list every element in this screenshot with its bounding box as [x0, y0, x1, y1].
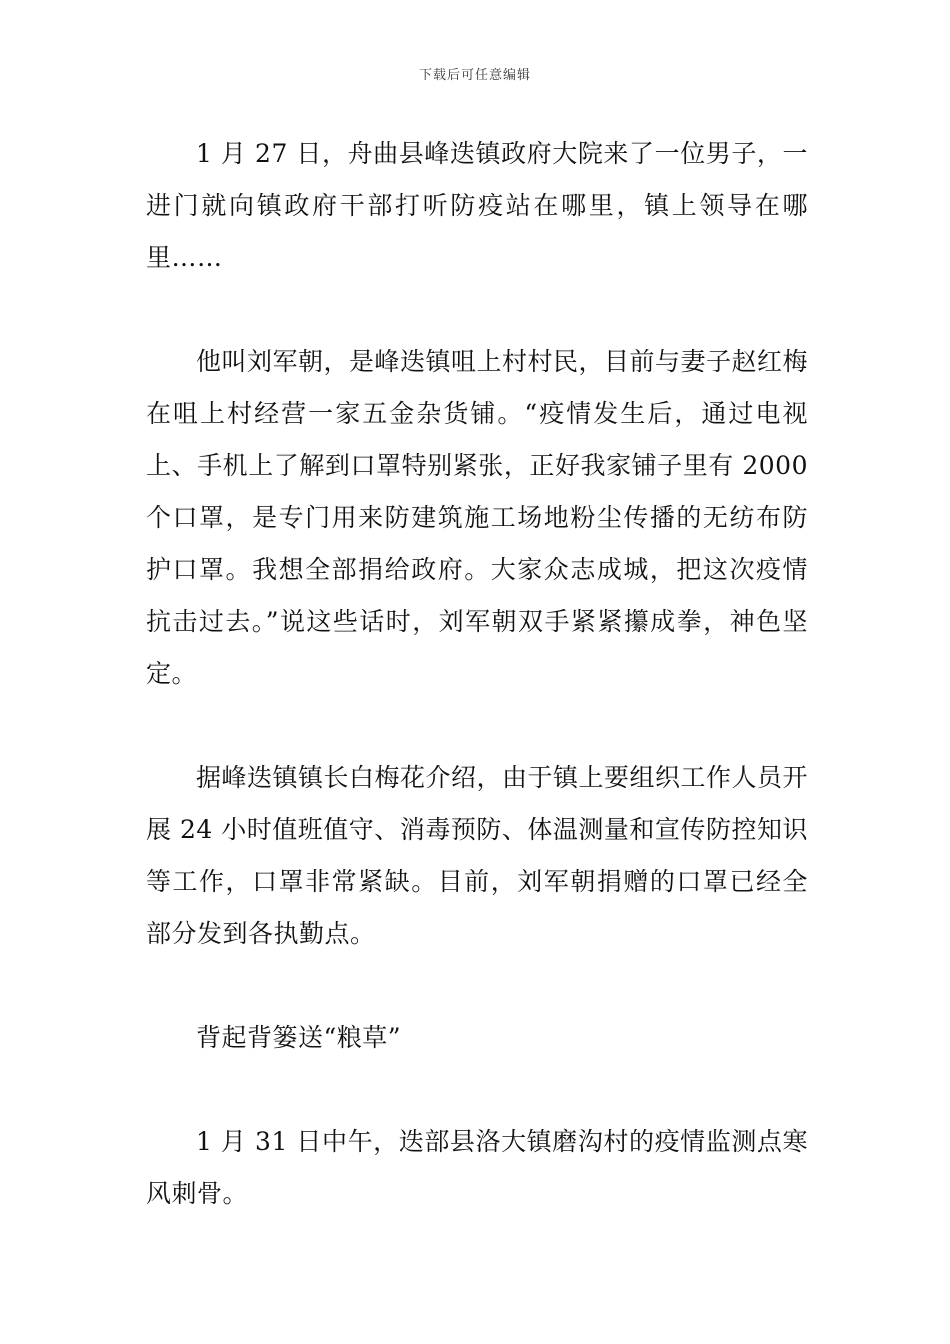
paragraph-3: 据峰迭镇镇长白梅花介绍，由于镇上要组织工作人员开展 24 小时值班值守、消毒预防、体温测量和宣传防控知识等工作，口罩非常紧缺。目前，刘军朝捐赠的口罩已经全部分发到各执勤点。: [146, 763, 809, 948]
paragraph-4: 1 月 31 日中午，迭部县洛大镇磨沟村的疫情监测点寒风刺骨。: [146, 1127, 808, 1208]
section-heading: 背起背篓送“粮草”: [196, 1023, 402, 1052]
page-header: 下载后可任意编辑: [418, 68, 531, 83]
paragraph-2: 他叫刘军朝，是峰迭镇咀上村村民，目前与妻子赵红梅在咀上村经营一家五金杂货铺。“疫情发生后，通过电视上、手机上了解到口罩特别紧张，正好我家铺子里有 2000 个口罩，是专门用来防建筑施工场地粉尘传播的无纺布防护口罩。我想全部捐给政府。大家众志成城，把这次疫情抗击过去。”说这些话时，刘军朝双手紧紧攥成拳，神色坚定。: [146, 347, 809, 688]
document-body: [146, 128, 808, 1272]
paragraph-1: 1 月 27 日，舟曲县峰迭镇政府大院来了一位男子，一进门就向镇政府干部打听防疫站在哪里，镇上领导在哪里……: [146, 139, 808, 272]
